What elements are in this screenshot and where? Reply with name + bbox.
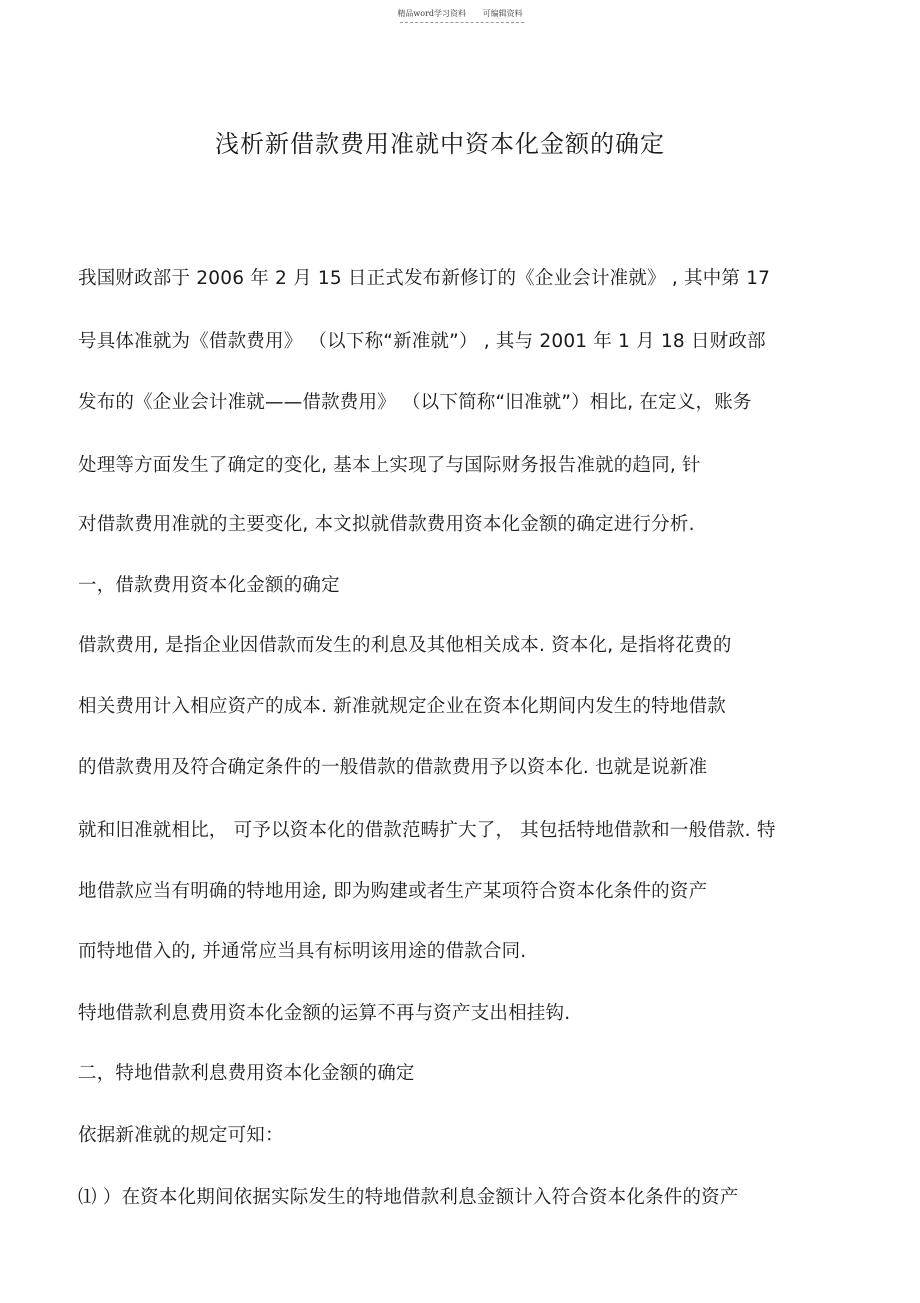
list-item: ⑴ ）在资本化期间依据实际发生的特地借款利息金额计入符合资本化条件的资产 bbox=[78, 1187, 739, 1208]
header-left-text: 精品word学习资料 bbox=[397, 9, 467, 18]
body-line: 对借款费用准就的主要变化, 本文拟就借款费用资本化金额的确定进行分析. bbox=[78, 514, 695, 535]
body-line: 的借款费用及符合确定条件的一般借款的借款费用予以资本化. 也就是说新准 bbox=[78, 757, 708, 778]
section-heading: 二，特地借款利息费用资本化金额的确定 bbox=[78, 1063, 415, 1084]
body-line: 借款费用, 是指企业因借款而发生的利息及其他相关成本. 资本化, 是指将花费的 bbox=[78, 635, 732, 656]
body-line: 处理等方面发生了确定的变化, 基本上实现了与国际财务报告准就的趋同, 针 bbox=[78, 455, 701, 476]
body-line: 而特地借入的, 并通常应当具有标明该用途的借款合同. bbox=[78, 941, 527, 962]
body-line: 地借款应当有明确的特地用途, 即为购建或者生产某项符合资本化条件的资产 bbox=[78, 881, 708, 902]
header-right-text: 可编辑资料 bbox=[482, 9, 523, 18]
body-line: 我国财政部于 2006 年 2 月 15 日正式发布新修订的《企业会计准就》 , 其中第 17 bbox=[78, 268, 771, 289]
section-heading: 一，借款费用资本化金额的确定 bbox=[78, 575, 340, 596]
document-title: 浅析新借款费用准就中资本化金额的确定 bbox=[215, 130, 665, 158]
body-line: 依据新准就的规定可知： bbox=[78, 1125, 284, 1146]
header-divider bbox=[400, 22, 524, 23]
body-line: 发布的《企业会计准就——借款费用》 （以下简称“旧准就”）相比, 在定义，账务 bbox=[78, 392, 752, 413]
body-line: 号具体准就为《借款费用》 （以下称“新准就”） , 其与 2001 年 1 月 18 日财政部 bbox=[78, 331, 766, 352]
body-line: 就和旧准就相比， 可予以资本化的借款范畴扩大了， 其包括特地借款和一般借款. 特 bbox=[78, 820, 776, 841]
page-header bbox=[0, 8, 920, 19]
body-line: 特地借款利息费用资本化金额的运算不再与资产支出相挂钩. bbox=[78, 1003, 571, 1024]
body-line: 相关费用计入相应资产的成本. 新准就规定企业在资本化期间内发生的特地借款 bbox=[78, 696, 726, 717]
